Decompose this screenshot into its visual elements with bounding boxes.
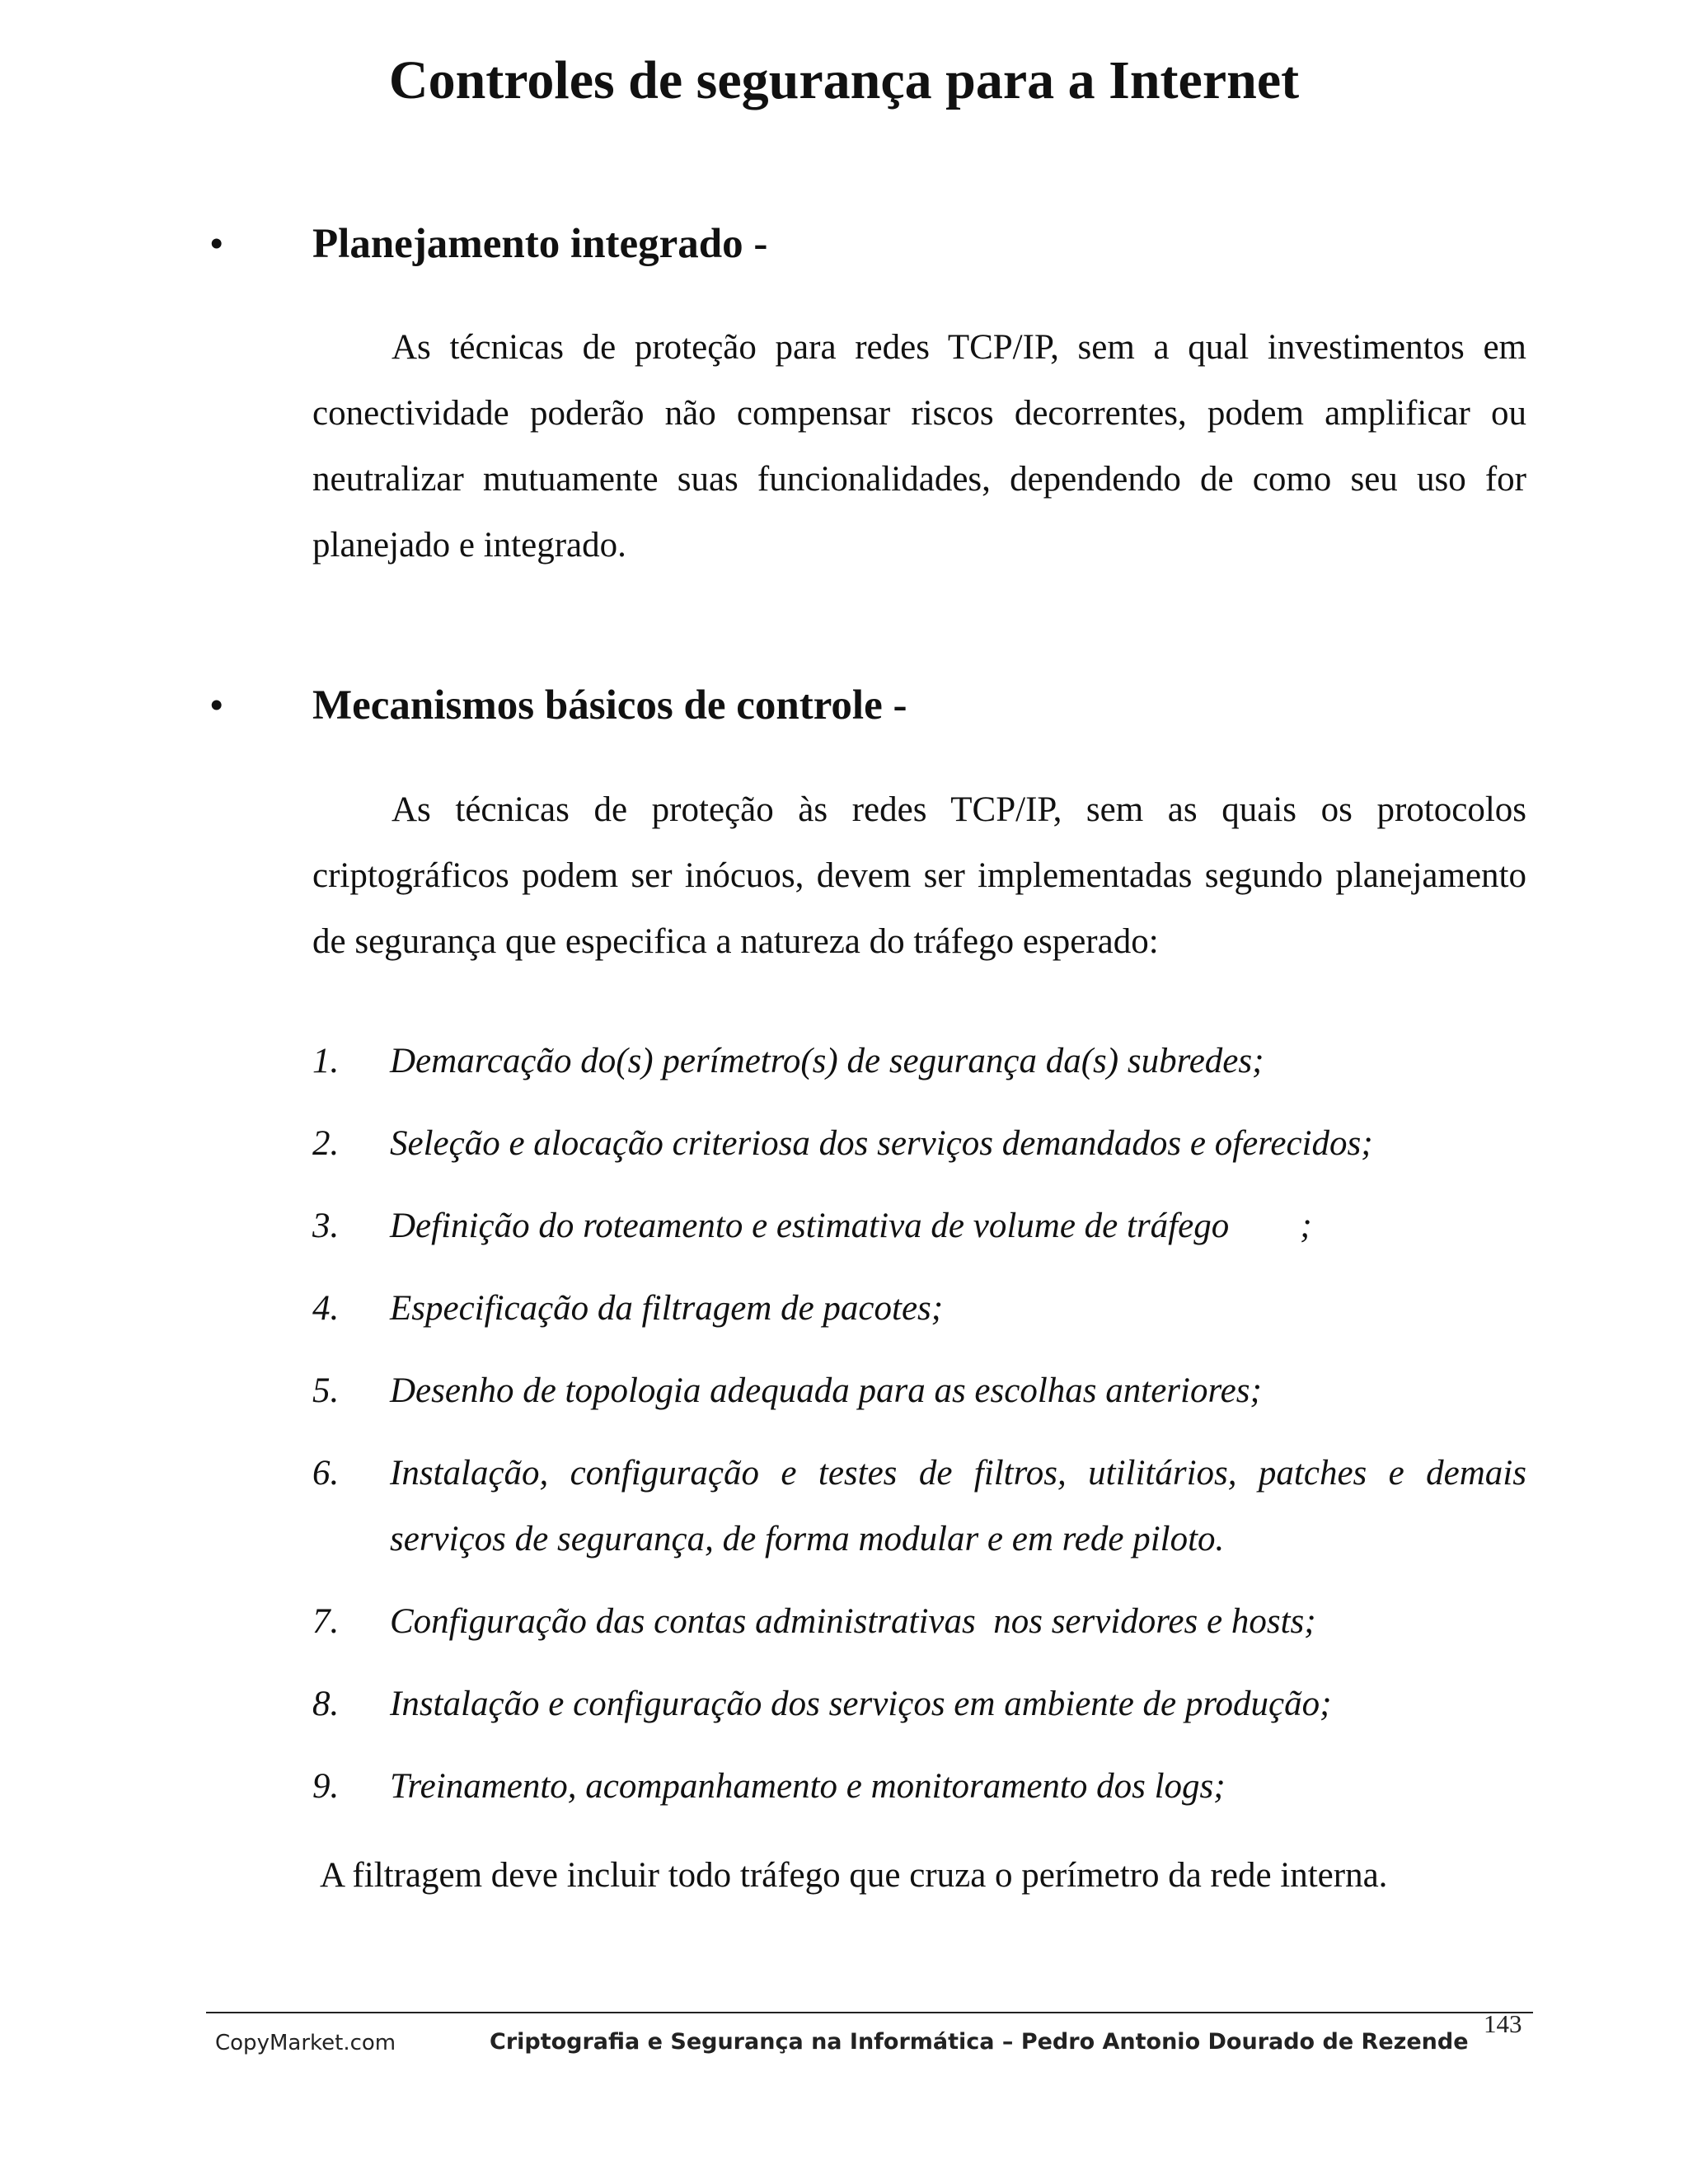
list-item [312,1589,1526,1655]
page-number: 143 [1484,2009,1522,2038]
list-item-text: Especificação da filtragem de pacotes; [390,1289,944,1328]
list-item [312,1441,1526,1572]
list-item-number: 7. [312,1602,340,1641]
list-item-text: Demarcação do(s) perímetro(s) de segurança da(s) subredes; [390,1042,1264,1080]
footer-divider [206,2012,1533,2013]
list-item-text: Configuração das contas administrativas nos servidores e hosts; [390,1602,1316,1641]
list-item-number: 6. [312,1454,340,1493]
list-item [312,1193,1526,1259]
section-body-mecanismos: As técnicas de proteção às redes TCP/IP, sem as quais os protocolos criptográficos podem ser inócuos, devem ser implementadas segundo planejamento de segurança que especifica a natureza do tráfego esperado: [312,790,1526,961]
bullet-icon: • [210,223,223,264]
list-item [312,1671,1526,1737]
list-item-text: Treinamento, acompanhamento e monitoramento dos logs; [390,1767,1226,1806]
footer-publisher: CopyMarket.com [215,2031,396,2055]
list-item-text: Instalação, configuração e testes de filtros, utilitários, patches e demais serviços de segurança, de forma modular e em rede piloto. [390,1454,1526,1558]
list-item-text: Definição do roteamento e estimativa de volume de tráfego ; [390,1207,1312,1245]
section-body-planejamento: As técnicas de proteção para redes TCP/IP, sem a qual investimentos em conectividade poderão não compensar riscos decorrentes, podem amplificar ou neutralizar mutuamente suas funcionalidades, dependendo de como seu uso for planejado e integrado. [312,328,1526,565]
list-item [312,1029,1526,1094]
list-item [312,1276,1526,1342]
section-heading-label: Mecanismos básicos de controle - [312,682,907,729]
list-item-number: 1. [312,1042,340,1080]
list-item-number: 5. [312,1371,340,1410]
list-item-number: 4. [312,1289,340,1328]
section-heading-label: Planejamento integrado - [312,221,768,267]
bullet-icon: • [210,685,223,725]
list-item-number: 2. [312,1124,340,1163]
list-item-text: Instalação e configuração dos serviços em ambiente de produção; [390,1685,1332,1723]
steps-list [312,1029,1526,1836]
list-item-number: 8. [312,1685,340,1723]
list-item-text: Seleção e alocação criteriosa dos serviços demandados e oferecidos; [390,1124,1373,1163]
list-item-text: Desenho de topologia adequada para as escolhas anteriores; [390,1371,1262,1410]
list-item [312,1111,1526,1177]
list-item-number: 3. [312,1207,340,1245]
list-item [312,1358,1526,1424]
closing-paragraph: A filtragem deve incluir todo tráfego que cruza o perímetro da rede interna. [320,1856,1388,1895]
list-item-number: 9. [312,1767,340,1806]
page-title: Controles de segurança para a Internet [388,50,1300,110]
list-item [312,1754,1526,1820]
footer-book-title: Criptografia e Segurança na Informática – Pedro Antonio Dourado de Rezende [490,2029,1469,2055]
